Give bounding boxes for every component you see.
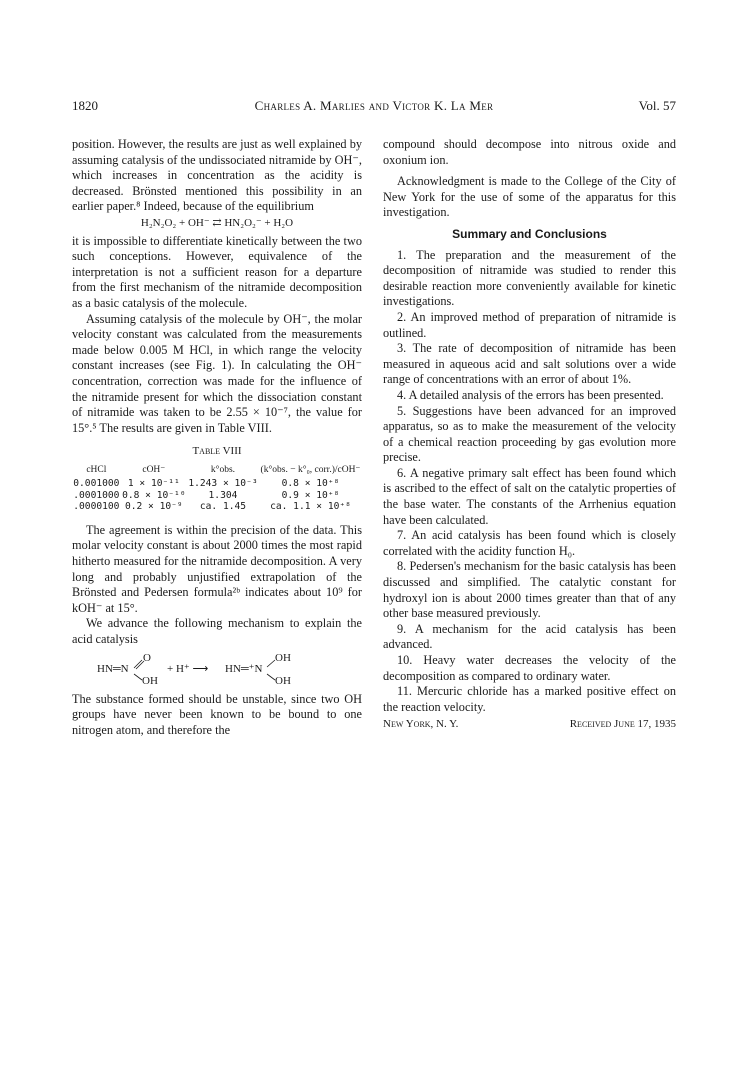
table-cell: 0.2 × 10⁻⁹	[124, 501, 183, 513]
right-column	[383, 137, 676, 733]
mechanism-o-top: O	[143, 651, 151, 664]
table-header-cell: k°obs.	[210, 464, 236, 475]
paragraph: position. However, the results are just as well explained by assuming catalysis of the undissociated nitramide by OH⁻, which increases in concentration as the acidity is decreased. Brönsted mentioned this possibility in an earlier paper.⁸ Indeed, because of the equilibrium	[72, 137, 362, 214]
table-cell: ca. 1.45	[199, 501, 247, 513]
summary-item: 9. A mechanism for the acid catalysis has been advanced.	[383, 621, 676, 652]
mechanism-r-oh-bottom: OH	[275, 674, 291, 686]
table-row	[72, 501, 362, 513]
acknowledgment-paragraph: Acknowledgment is made to the College of the City of New York for the use of some of the apparatus for this investigation.	[383, 174, 676, 220]
page-number: 1820	[72, 98, 98, 113]
mechanism-equation	[72, 652, 362, 686]
running-header	[72, 98, 676, 116]
paragraph: The agreement is within the precision of the data. This molar velocity constant is about 2000 times the most rapid hitherto measured for the nitramide decomposition. A very long and probably unjustified extrapolation of the Brönsted and Pedersen formula²ᵇ indicates about 10⁹ for kOH⁻ at 15°.	[72, 522, 362, 615]
summary-item: 7. An acid catalysis has been found which is closely correlated with the acidity function H₀.	[383, 528, 676, 558]
footer-received-date: Received June 17, 1935	[569, 718, 676, 731]
mechanism-structure	[97, 652, 337, 686]
article-footer	[383, 717, 676, 733]
table-header-cell: (k°obs. − k°₀, corr.)/cOH⁻	[260, 464, 361, 475]
table-cell: 0.8 × 10⁺⁸	[281, 478, 340, 490]
mechanism-oh-bottom: OH	[142, 674, 158, 686]
equilibrium-equation: H₂N₂O₂ + OH⁻ ⇄ HN₂O₂⁻ + H₂O	[140, 216, 294, 229]
summary-item: 6. A negative primary salt effect has been found which is ascribed to the effect of salt on the catalytic properties of the base water. The constants of the Arrhenius equation have been calculated.	[383, 465, 676, 527]
mechanism-right: HN═⁺N	[225, 662, 263, 675]
summary-item: 4. A detailed analysis of the errors has been presented.	[397, 387, 664, 402]
paragraph: The substance formed should be unstable, since two OH groups have never been known to be bound to one nitrogen atom, and therefore the	[72, 691, 362, 737]
table-cell: 1.304	[208, 489, 238, 501]
paragraph: We advance the following mechanism to explain the acid catalysis	[72, 616, 362, 647]
summary-item: 3. The rate of decomposition of nitramide has been measured in aqueous acid and salt solutions over a wide range of concentrations with an error of about 1%.	[383, 341, 676, 387]
summary-item: 2. An improved method of preparation of nitramide is outlined.	[383, 309, 676, 340]
summary-item: 5. Suggestions have been advanced for an improved apparatus, so as to make the measurement of the velocity of a chemical reaction proceeding by gas evolution more precise.	[383, 403, 676, 465]
running-title: Charles A. Marlies and Victor K. La Mer	[254, 98, 494, 113]
summary-item: 1. The preparation and the measurement of the decomposition of nitramide was studied to render this desirable reaction more conveniently available for kinetic investigations.	[383, 247, 676, 309]
summary-item: 11. Mercuric chloride has a marked positive effect on the reaction velocity.	[383, 684, 676, 714]
table-cell: 0.9 × 10⁺⁸	[281, 489, 340, 501]
table-cell: 1.243 × 10⁻³	[188, 478, 258, 490]
summary-item: 10. Heavy water decreases the velocity of the decomposition as compared to ordinary water.	[383, 653, 676, 683]
paragraph: compound should decompose into nitrous oxide and oxonium ion.	[383, 137, 676, 167]
table-header-cell: cOH⁻	[142, 464, 166, 475]
table-viii	[72, 464, 362, 513]
mechanism-r-oh-top: OH	[275, 651, 291, 664]
footer-location: New York, N. Y.	[383, 718, 459, 731]
left-column	[72, 137, 362, 738]
table-header-cell: cHCl	[86, 464, 107, 475]
summary-heading: Summary and Conclusions	[452, 226, 607, 241]
table-row	[72, 478, 362, 490]
summary-item: 8. Pedersen's mechanism for the basic catalysis has been discussed and simplified. The catalytic constant for hydroxyl ion is about 2000 times greater than that of any other base measured previously.	[383, 559, 676, 621]
table-cell: .0000100	[73, 501, 120, 513]
table-cell: 1 × 10⁻¹¹	[127, 478, 180, 490]
paragraph: Assuming catalysis of the molecule by OH⁻, the molar velocity constant was calculated from the measurements made below 0.005 M HCl, in which range the velocity constant increases (see Fig. 1). In calculating the OH⁻ concentration, correction was made for the influence of the nitramide present for which the dissociation constant of nitramide was taken to be 2.55 × 10⁻⁷, the value for 15°.⁵ The results are given in Table VIII.	[72, 311, 362, 435]
table-caption: Table VIII	[192, 445, 242, 458]
paragraph: it is impossible to differentiate kinetically between the two such conceptions. However, equivalence of the interpretation is not a sufficient reason for a departure from the first mechanism of the nitramide decomposition as a basic catalysis of the molecule.	[72, 233, 362, 310]
table-cell: 0.8 × 10⁻¹⁰	[122, 489, 186, 501]
table-cell: .0001000	[73, 489, 120, 501]
mechanism-plus-arrow: + H⁺ ⟶	[167, 662, 209, 675]
table-row	[72, 490, 362, 502]
table-cell: ca. 1.1 × 10⁺⁸	[270, 501, 351, 513]
mechanism-left: HN═N	[97, 662, 129, 675]
volume-label: Vol. 57	[638, 98, 676, 113]
table-cell: 0.001000	[73, 478, 120, 490]
